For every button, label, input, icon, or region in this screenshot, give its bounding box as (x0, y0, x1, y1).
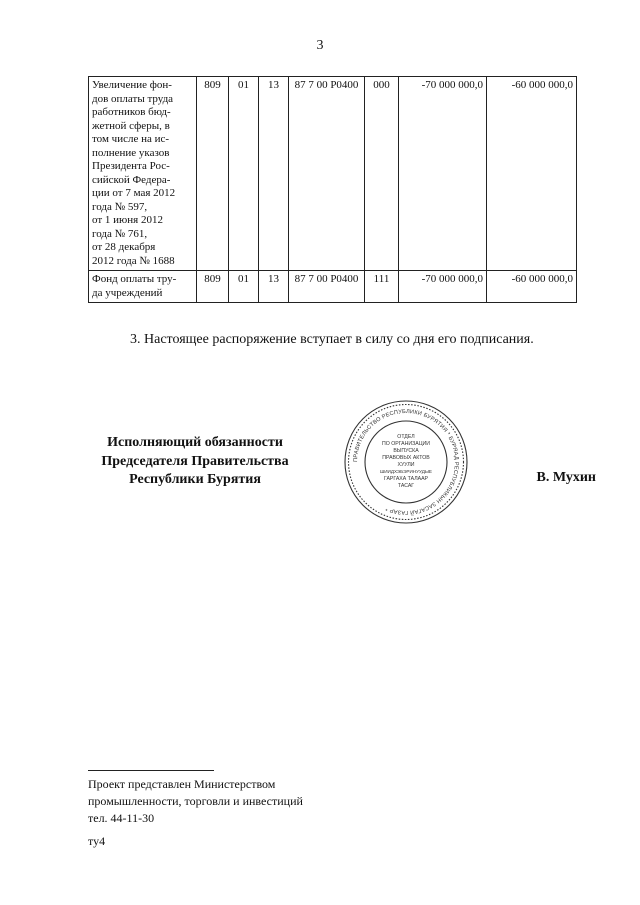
name-line: года № 761, (92, 227, 148, 240)
name-line: Увеличение фон- (92, 79, 172, 91)
official-seal-stamp (342, 398, 470, 526)
seal-ring-text: ПРАВИТЕЛЬСТВО РЕСПУБЛИКИ БУРЯТИЯ * БУРЯАД РЕСПУБЛИКЫН ЗАСАГАЙ ГАЗАР * (352, 408, 460, 516)
subsection-code-cell: 13 (259, 271, 289, 303)
name-line: сийской Федера- (92, 173, 171, 186)
budget-table (88, 76, 577, 303)
seal-inner-line: ПРАВОВЫХ АКТОВ (382, 455, 430, 461)
expense-type-cell: 111 (365, 271, 399, 303)
name-line: Фонд оплаты тру- (92, 273, 177, 285)
footnote-line: промышленности, торговли и инвестиций (88, 794, 303, 808)
name-line: от 28 декабря (92, 241, 156, 253)
seal-inner-line: ГАРГАХА ТАЛААР (383, 476, 429, 482)
seal-inner-line: ВЫПУСКА (393, 448, 419, 454)
footnote-line: Проект представлен Министерством (88, 777, 276, 791)
name-line: да учреждений (92, 286, 163, 299)
section-code-cell: 01 (229, 271, 259, 303)
title-line: Председателя Правительства (101, 453, 289, 469)
signatory-title (90, 434, 300, 490)
page-number: 3 (316, 38, 324, 53)
seal-inner-line: ХУУЛИ (397, 462, 415, 468)
name-line: полнение указов (92, 146, 170, 159)
name-line: ции от 7 мая 2012 (92, 187, 176, 199)
target-code-cell: 87 7 00 Р0400 (289, 271, 365, 303)
subsection-code-cell: 13 (259, 77, 289, 271)
title-line: Республики Бурятия (129, 472, 261, 487)
section-code-cell: 01 (229, 77, 259, 271)
footnote (88, 776, 303, 827)
ministry-code-cell: 809 (197, 271, 229, 303)
seal-inner-line: ОТДЕЛ (397, 434, 415, 440)
name-line: жетной сферы, в (92, 119, 170, 132)
name-line: Президента Рос- (92, 160, 170, 172)
name-line: работников бюд- (92, 106, 171, 118)
amount-2-cell: -60 000 000,0 (487, 271, 577, 303)
table-row (89, 77, 577, 271)
seal-inner-line: ТАСАГ (397, 483, 415, 489)
name-line: года № 597, (92, 200, 148, 213)
amount-1-cell: -70 000 000,0 (399, 271, 487, 303)
footnote-line: тел. 44-11-30 (88, 811, 155, 825)
name-line: том числе на ис- (92, 133, 170, 145)
name-line: 2012 года № 1688 (92, 254, 175, 267)
expense-type-cell: 000 (365, 77, 399, 271)
row-name-cell (89, 77, 197, 271)
seal-inner-line: ШИИДХЭБЭРИНУУДЫЕ (380, 469, 432, 474)
title-line: Исполняющий обязанности (107, 435, 283, 450)
name-line: от 1 июня 2012 (92, 214, 163, 226)
name-line: дов оплаты труда (92, 92, 174, 105)
footnote-divider (88, 770, 214, 771)
table-row (89, 271, 577, 303)
ministry-code-cell: 809 (197, 77, 229, 271)
clause-text: 3. Настоящее распоряжение вступает в силу со дня его подписания. (130, 332, 534, 347)
row-name-cell (89, 271, 197, 303)
signatory-name: В. Мухин (536, 470, 596, 485)
seal-inner-line: ПО ОРГАНИЗАЦИИ (382, 441, 430, 447)
document-code: ту4 (88, 834, 106, 848)
target-code-cell: 87 7 00 Р0400 (289, 77, 365, 271)
amount-1-cell: -70 000 000,0 (399, 77, 487, 271)
amount-2-cell: -60 000 000,0 (487, 77, 577, 271)
